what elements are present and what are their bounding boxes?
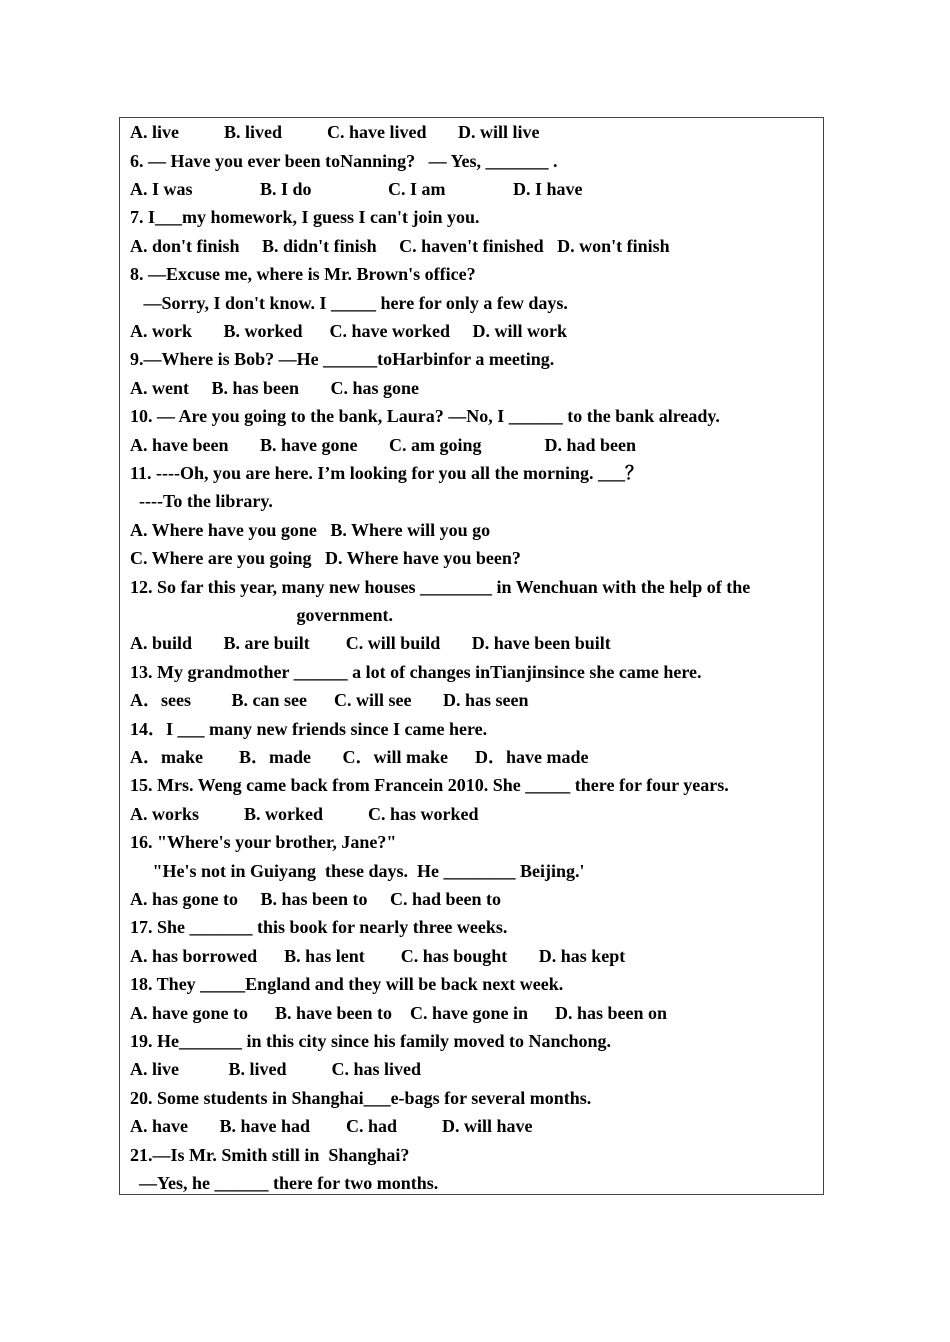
text-line: 12. So far this year, many new houses ________ in Wenchuan with the help of the xyxy=(130,577,751,597)
text-line: A．make B．made C．will make D．have made xyxy=(130,747,589,767)
text-line: 14．I ___ many new friends since I came here. xyxy=(130,719,488,739)
text-line: A. live B. lived C. have lived D. will live xyxy=(130,122,540,142)
text-line: A. have been B. have gone C. am going D. had been xyxy=(130,435,637,455)
text-line: A. work B. worked C. have worked D. will work xyxy=(130,321,568,341)
text-line: 20. Some students in Shanghai___e-bags for several months. xyxy=(130,1088,592,1108)
text-line: A. Where have you gone B. Where will you go xyxy=(130,520,491,540)
text-line: 16. "Where's your brother, Jane?" xyxy=(130,832,397,852)
text-line: 9.—Where is Bob? —He ______toHarbinfor a meeting. xyxy=(130,349,555,369)
text-line: 11. ----Oh, you are here. I’m looking for you all the morning. ___？ xyxy=(130,463,643,483)
text-line: "He's not in Guiyang these days. He ________ Beijing.' xyxy=(130,861,585,881)
text-line: C. Where are you going D. Where have you been? xyxy=(130,548,521,568)
text-line: 10. — Are you going to the bank, Laura? —No, I ______ to the bank already. xyxy=(130,406,720,426)
text-line: A. live B. lived C. has lived xyxy=(130,1059,422,1079)
text-line: 19. He_______ in this city since his family moved to Nanchong. xyxy=(130,1031,612,1051)
text-line: government. xyxy=(130,605,393,625)
text-line: 7. I___my homework, I guess I can't join you. xyxy=(130,207,480,227)
text-line: ----To the library. xyxy=(130,491,273,511)
text-line: 8. —Excuse me, where is Mr. Brown's office? xyxy=(130,264,476,284)
text-line: A. went B. has been C. has gone xyxy=(130,378,420,398)
text-line: A. works B. worked C. has worked xyxy=(130,804,479,824)
text-line: A. has borrowed B. has lent C. has bought D. has kept xyxy=(130,946,626,966)
text-line: 6. — Have you ever been toNanning? — Yes, _______ . xyxy=(130,151,558,171)
text-line: A. has gone to B. has been to C. had been to xyxy=(130,889,502,909)
text-line: 21.—Is Mr. Smith still in Shanghai? xyxy=(130,1145,410,1165)
text-line: 18. They _____England and they will be back next week. xyxy=(130,974,564,994)
text-line: 13. My grandmother ______ a lot of changes inTianjinsince she came here. xyxy=(130,662,702,682)
text-line: A. have B. have had C. had D. will have xyxy=(130,1116,533,1136)
text-line: A. have gone to B. have been to C. have gone in D. has been on xyxy=(130,1003,668,1023)
text-line: 15. Mrs. Weng came back from Francein 2010. She _____ there for four years. xyxy=(130,775,729,795)
text-line: —Sorry, I don't know. I _____ here for only a few days. xyxy=(130,293,568,313)
text-line: 17. She _______ this book for nearly three weeks. xyxy=(130,917,508,937)
text-line: A. don't finish B. didn't finish C. haven't finished D. won't finish xyxy=(130,236,670,256)
text-line: A. build B. are built C. will build D. have been built xyxy=(130,633,611,653)
text-line: —Yes, he ______ there for two months. xyxy=(130,1173,439,1193)
text-line: A. I was B. I do C. I am D. I have xyxy=(130,179,583,199)
text-line: A．sees B. can see C. will see D. has seen xyxy=(130,690,529,710)
